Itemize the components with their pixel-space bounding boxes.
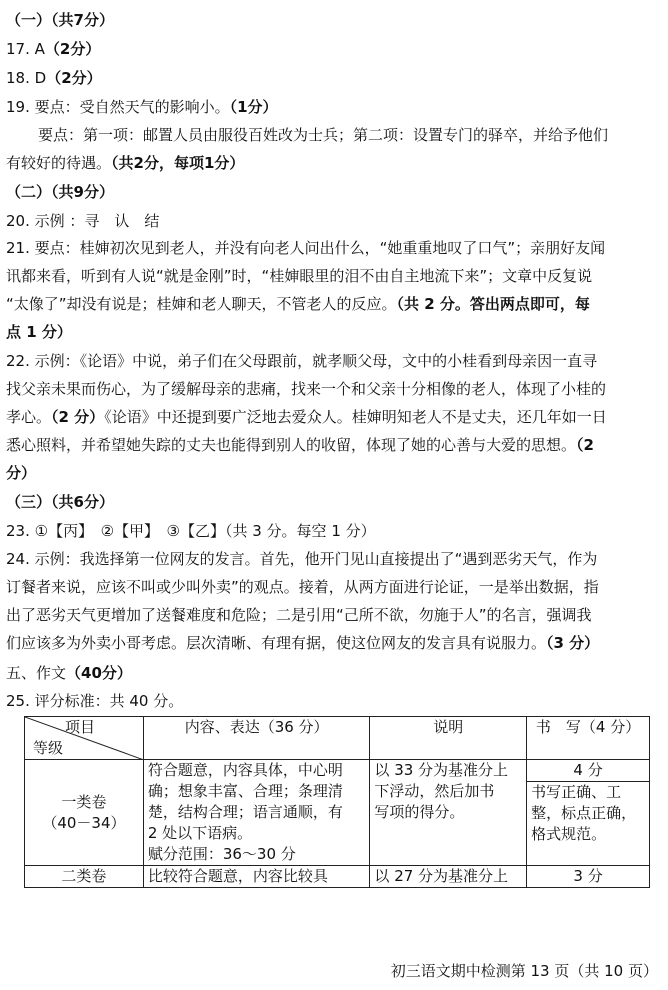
note-line: 以 33 分为基准分上 (374, 761, 509, 779)
answer-22-line4-text: 悉心照料，并希望她失踪的丈夫也能得到别人的收留，体现了她的心善与大爱的思想。 (6, 436, 577, 454)
answer-19b-line2 (6, 154, 662, 173)
answer-19-text: 19. 要点：受自然天气的影响小。 (6, 98, 230, 116)
grade-1-cell (25, 760, 144, 866)
table-row (25, 866, 650, 888)
answer-22-line5: 分） (6, 464, 37, 482)
answer-18-text: 18. D (6, 69, 47, 87)
answer-21-score: （共 2 分。答出两点即可，每 (396, 295, 590, 313)
grade-1-writing-score: 4 分 (527, 760, 650, 782)
table-corner-cell (25, 717, 144, 760)
page-footer: 初三语文期中检测第 13 页（共 10 页） (390, 962, 658, 980)
table-header-row (25, 717, 650, 760)
answer-18-score: （2分） (46, 69, 102, 87)
grade-1-note (370, 760, 527, 866)
grade-2-writing-score: 3 分 (527, 866, 650, 888)
answer-22-score-1: （2 分） (51, 408, 105, 426)
answer-17 (6, 40, 662, 59)
section-5-title: 五、作文 (6, 664, 67, 682)
answer-19b-text: 有较好的待遇。 (6, 154, 112, 172)
content-line: 确；想象丰富、合理；条理清 (147, 782, 343, 800)
answer-24-score: （3 分） (546, 634, 600, 652)
answer-17-text: 17. A (6, 40, 45, 58)
grade-2-label: 二类卷 (25, 866, 144, 888)
header-content: 内容、表达（36 分） (143, 717, 370, 760)
answer-22-line4 (6, 436, 662, 455)
answer-24-line1: 24. 示例：我选择第一位网友的发言。首先，他开门见山直接提出了“遇到恶劣天气，作为 (6, 550, 598, 568)
answer-24-line4-text: 们应该多为外卖小哥考虑。层次清晰、有理有据，使这位网友的发言具有说服力。 (6, 634, 547, 652)
content-line: 赋分范围：36～30 分 (147, 845, 296, 863)
answer-23: 23. ①【丙】 ②【甲】 ③【乙】（共 3 分。每空 1 分） (6, 522, 376, 540)
answer-21-line1: 21. 要点：桂婶初次见到老人，并没有向老人问出什么，“她重重地叹了口气”；亲朋好友闻 (6, 239, 606, 257)
corner-bottom-label: 等级 (33, 739, 64, 757)
grade-2-note: 以 27 分为基准分上 (370, 866, 527, 888)
answer-24-line3: 出了恶劣天气更增加了送餐难度和危险；二是引用“己所不欲，勿施于人”的名言，强调我 (6, 606, 592, 624)
answer-18 (6, 69, 662, 88)
section-5-score: （40分） (66, 664, 132, 682)
grade-1-writing-desc (527, 782, 650, 866)
answer-21-line2: 讯都来看，听到有人说“就是金刚”时，“桂婶眼里的泪不由自主地流下来”；文章中反复说 (6, 267, 593, 285)
writing-line: 整，标点正确， (531, 804, 637, 822)
grade-1-range: （40－34） (42, 813, 126, 832)
answer-19b-line1: 要点：第一项：邮置人员由服役百姓改为士兵；第二项：设置专门的驿卒，并给予他们 (38, 126, 609, 144)
answer-21-line3-text: “太像了”却没有说是；桂婶和老人聊天，不管老人的反应。 (6, 295, 397, 313)
answer-22-score-2: （2 (576, 436, 594, 454)
note-line: 写项的得分。 (374, 803, 465, 821)
answer-22-line1: 22. 示例：《论语》中说，弟子们在父母跟前，就孝顺父母，文中的小桂看到母亲因一直寻 (6, 352, 598, 370)
writing-line: 格式规范。 (531, 825, 607, 843)
header-writing: 书 写（4 分） (527, 717, 650, 760)
answer-21-line4: 点 1 分） (6, 323, 72, 341)
section-5-heading (6, 664, 662, 683)
answer-22-line3-a: 孝心。 (6, 408, 52, 426)
answer-22-line2: 找父亲未果而伤心，为了缓解母亲的悲痛，找来一个和父亲十分相像的老人，体现了小桂的 (6, 380, 607, 398)
note-line: 下浮动，然后加书 (374, 782, 495, 800)
answer-22-line3-b: 《论语》中还提到要广泛地去爱众人。桂婶明知老人不是丈夫，还几年如一日 (104, 408, 607, 426)
answer-24-line2: 订餐者来说，应该不叫或少叫外卖”的观点。接着，从两方面进行论证，一是举出数据，指 (6, 578, 599, 596)
answer-19 (6, 98, 662, 117)
answer-24-line4 (6, 634, 662, 653)
table-row (25, 760, 650, 782)
writing-line: 书写正确、工 (531, 783, 622, 801)
scoring-table (24, 716, 650, 888)
answer-19-score: （1分） (229, 98, 278, 116)
grade-1-content (143, 760, 370, 866)
corner-top-label: 项目 (65, 718, 96, 736)
content-line: 2 处以下语病。 (147, 824, 253, 842)
section-2-heading: （二）（共9分） (6, 183, 114, 201)
answer-25: 25. 评分标准：共 40 分。 (6, 692, 184, 710)
grade-1-label: 一类卷 (61, 792, 107, 811)
grade-2-content: 比较符合题意，内容比较具 (143, 866, 370, 888)
content-line: 楚，结构合理；语言通顺，有 (147, 803, 343, 821)
answer-20: 20. 示例 ：寻 认 结 (6, 212, 160, 230)
answer-19b-score: （共2分，每项1分） (111, 154, 245, 172)
header-note: 说明 (370, 717, 527, 760)
section-1-heading: （一）（共7分） (6, 11, 114, 29)
section-3-heading: （三）（共6分） (6, 493, 114, 511)
content-line: 符合题意，内容具体，中心明 (147, 761, 343, 779)
answer-17-score: （2分） (44, 40, 101, 58)
answer-21-line3 (6, 295, 662, 314)
answer-22-line3 (6, 408, 662, 427)
